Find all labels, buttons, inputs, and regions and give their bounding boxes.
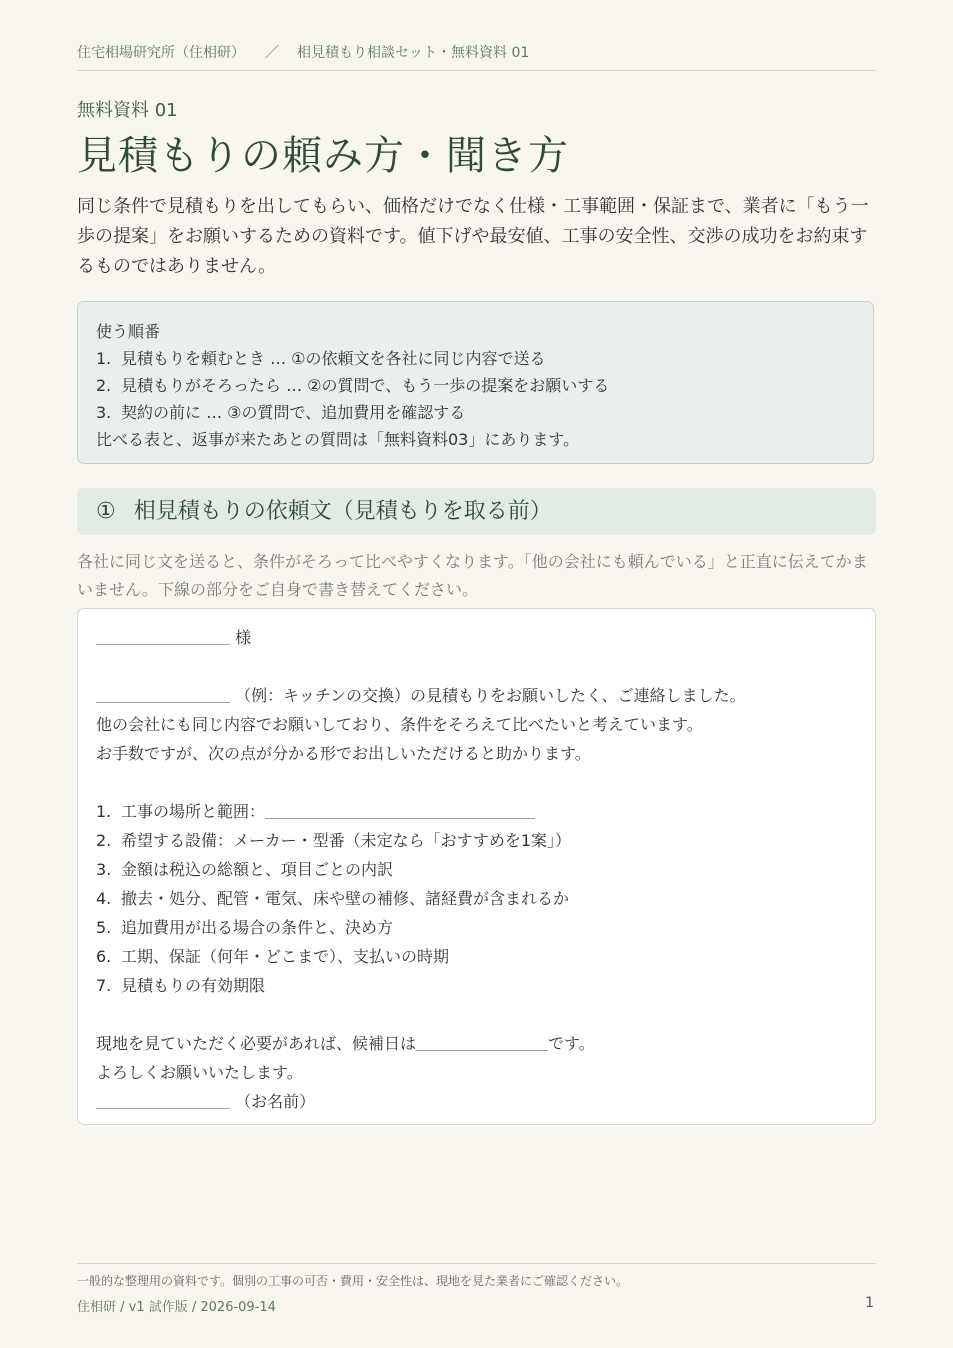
salutation-suffix: 様 bbox=[235, 628, 252, 647]
letter-item-text: 工期、保証（何年・どこまで）、支払いの時期 bbox=[121, 947, 450, 966]
letter-item bbox=[96, 971, 857, 1000]
usage-step-number: 1. bbox=[96, 349, 112, 368]
section-description: 各社に同じ文を送ると、条件がそろって比べやすくなります。「他の会社にも頼んでいる」と正直に伝えてかまいません。下線の部分をご自身で書き替えてください。 bbox=[77, 552, 868, 599]
usage-step-number: 3. bbox=[96, 403, 112, 422]
section-heading bbox=[77, 488, 876, 535]
scope-blank bbox=[265, 798, 535, 819]
footer-divider bbox=[77, 1263, 876, 1264]
letter-item-text: 見積もりの有効期限 bbox=[121, 976, 266, 995]
letter-item bbox=[96, 855, 857, 884]
usage-step bbox=[96, 372, 855, 399]
page-number: 1 bbox=[865, 1295, 874, 1311]
visit-date-blank bbox=[416, 1030, 548, 1051]
header-divider bbox=[77, 70, 876, 71]
intro-paragraph: 同じ条件で見積もりを出してもらい、価格だけでなく仕様・工事範囲・保証まで、業者に「もう一歩の提案」をお願いするための資料です。値下げや最安値、工事の安全性、交渉の成功をお約束するものではありません。 bbox=[77, 196, 869, 277]
breadcrumb-site[interactable]: 住宅相場研究所（住相研） bbox=[77, 45, 245, 61]
letter-item bbox=[96, 884, 857, 913]
project-blank bbox=[96, 682, 230, 703]
document-page bbox=[77, 0, 876, 1348]
letter-item-number: 2. bbox=[96, 831, 112, 850]
letter-item-number: 1. bbox=[96, 802, 112, 821]
letter-item-text: 希望する設備：メーカー・型番（未定なら「おすすめを1案」） bbox=[121, 831, 572, 850]
usage-step bbox=[96, 399, 855, 426]
usage-note: 比べる表と、返事が来たあとの質問は「無料資料03」にあります。 bbox=[96, 430, 580, 449]
letter-spacer bbox=[96, 768, 857, 797]
document-eyebrow: 無料資料 01 bbox=[77, 100, 178, 121]
page-title: 見積もりの頼み方・聞き方 bbox=[77, 133, 569, 179]
letter-spacer bbox=[96, 1000, 857, 1029]
signature-suffix: （お名前） bbox=[235, 1092, 316, 1111]
breadcrumb-current: 相見積もり相談セット・無料資料 01 bbox=[297, 45, 530, 61]
letter-item bbox=[96, 826, 857, 855]
letter-item-text: 追加費用が出る場合の条件と、決め方 bbox=[121, 918, 394, 937]
breadcrumb-separator: ／ bbox=[265, 45, 279, 61]
letter-item-text: 撤去・処分、配管・電気、床や壁の補修、諸経費が含まれるか bbox=[121, 889, 570, 908]
usage-step-number: 2. bbox=[96, 376, 112, 395]
letter-item-number: 3. bbox=[96, 860, 112, 879]
visit-prefix: 現地を見ていただく必要があれば、候補日は bbox=[96, 1034, 417, 1053]
section-title: 相見積もりの依頼文（見積もりを取る前） bbox=[133, 499, 552, 524]
letter-item-number: 4. bbox=[96, 889, 112, 908]
letter-item-text: 工事の場所と範囲： bbox=[121, 802, 266, 821]
letter-line: お手数ですが、次の点が分かる形でお出しいただけると助かります。 bbox=[96, 744, 591, 763]
usage-step-text: 見積もりを頼むとき … ①の依頼文を各社に同じ内容で送る bbox=[121, 349, 546, 368]
usage-step bbox=[96, 345, 855, 372]
usage-order-box bbox=[77, 301, 874, 464]
letter-item-number: 5. bbox=[96, 918, 112, 937]
usage-step-text: 契約の前に … ③の質問で、追加費用を確認する bbox=[121, 403, 466, 422]
letter-item-text: 金額は税込の総額と、項目ごとの内訳 bbox=[121, 860, 394, 879]
letter-visit-line bbox=[96, 1029, 857, 1058]
letter-closing: よろしくお願いいたします。 bbox=[96, 1063, 303, 1082]
letter-line: 他の会社にも同じ内容でお願いしており、条件をそろえて比べたいと考えています。 bbox=[96, 715, 703, 734]
letter-item bbox=[96, 913, 857, 942]
recipient-name-blank bbox=[96, 624, 230, 645]
breadcrumb bbox=[77, 42, 529, 62]
request-letter-template bbox=[77, 608, 876, 1125]
letter-salutation bbox=[96, 623, 857, 652]
footer-disclaimer: 一般的な整理用の資料です。個別の工事の可否・費用・安全性は、現地を見た業者にご確認ください。 bbox=[77, 1274, 629, 1288]
usage-step-text: 見積もりがそろったら … ②の質問で、もう一歩の提案をお願いする bbox=[121, 376, 610, 395]
letter-item-number: 6. bbox=[96, 947, 112, 966]
letter-signature bbox=[96, 1087, 857, 1116]
letter-opening bbox=[96, 681, 857, 710]
letter-item-number: 7. bbox=[96, 976, 112, 995]
letter-spacer bbox=[96, 652, 857, 681]
section-number: ① bbox=[96, 499, 116, 524]
sender-name-blank bbox=[96, 1088, 230, 1109]
letter-item bbox=[96, 797, 857, 826]
usage-heading: 使う順番 bbox=[96, 322, 161, 341]
letter-opening-text: （例：キッチンの交換）の見積もりをお願いしたく、ご連絡しました。 bbox=[235, 686, 746, 705]
letter-item bbox=[96, 942, 857, 971]
visit-suffix: です。 bbox=[548, 1034, 595, 1053]
footer-version: 住相研 / v1 試作版 / 2026-09-14 bbox=[77, 1300, 276, 1315]
